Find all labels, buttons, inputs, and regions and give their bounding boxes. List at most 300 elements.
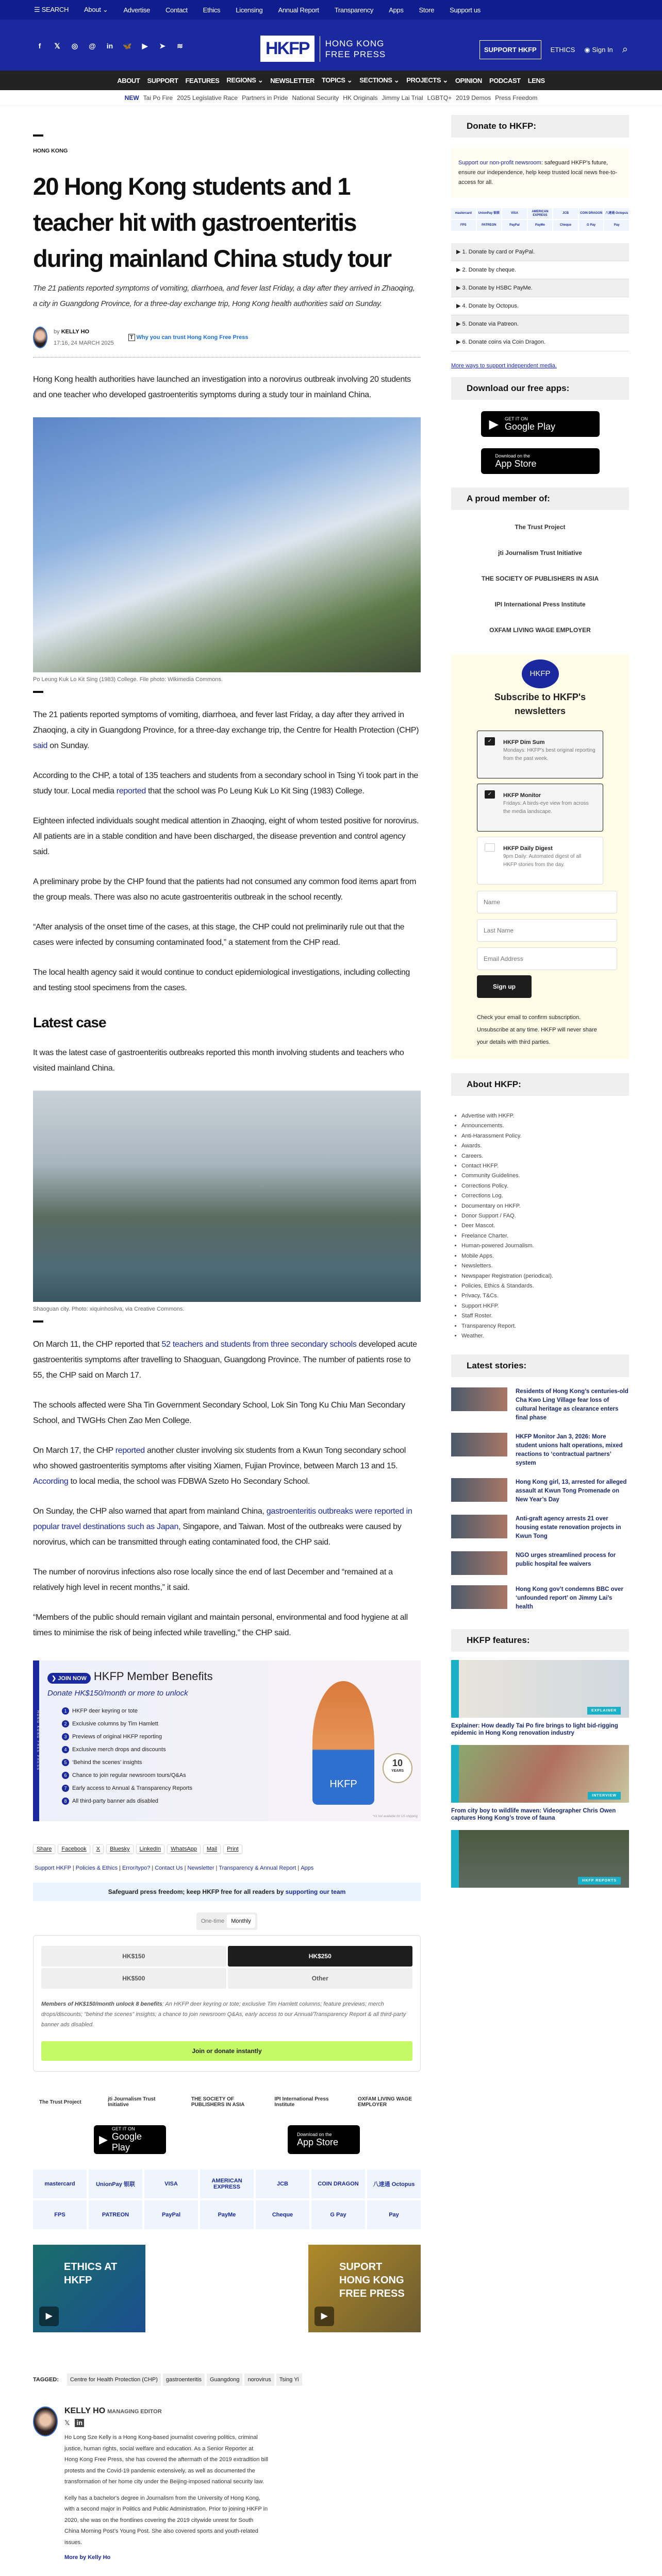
first-name-input[interactable]: Name — [477, 891, 617, 913]
option-desc: Mondays: HKFP's best original reporting from the past week. — [503, 748, 595, 761]
accordion-item[interactable]: ▶ 3. Donate by HSBC PayMe. — [451, 279, 629, 297]
benefit-item — [62, 1731, 213, 1743]
tag[interactable]: Centre for Health Protection (CHP) — [67, 2374, 161, 2386]
donation-note-bold: Members of HK$150/month unlock 8 benefits — [41, 2001, 162, 2007]
google-play-badge[interactable] — [94, 2125, 166, 2154]
nav-item[interactable]: NEWSLETTER — [270, 76, 315, 84]
amount-option[interactable]: HK$500 — [41, 1968, 226, 1989]
nav-item[interactable]: PROJECTS ⌄ — [406, 76, 448, 84]
checkbox[interactable]: ✓ — [485, 737, 495, 745]
trending-link[interactable]: LGBTQ+ — [427, 94, 452, 101]
author-avatar[interactable] — [33, 327, 47, 348]
school-photo — [33, 417, 421, 672]
linkedin-icon[interactable]: in — [75, 2419, 84, 2427]
topbar-link[interactable]: Ethics — [203, 6, 221, 14]
sign-in-label: Sign In — [592, 45, 613, 54]
payment-logo: VISA — [144, 2170, 198, 2198]
feature-title[interactable]: Explainer: How deadly Tai Po fire brings to light bid-rigging epidemic in Hong Kong renovation industry — [451, 1723, 618, 1736]
trust-link-label: Why you can trust Hong Kong Free Press — [136, 334, 249, 341]
about-link[interactable]: • Staff Roster. — [461, 1311, 629, 1321]
payment-logo: UnionPay 银联 — [477, 208, 502, 219]
benefit-text: All third-party banner ads disabled — [72, 1798, 158, 1804]
badge-big: Google Play — [111, 2131, 142, 2153]
payment-logo: Pay — [604, 220, 629, 231]
topbar-link[interactable]: Support us — [450, 6, 481, 14]
org-logo[interactable]: The Trust Project — [39, 2099, 81, 2105]
accordion-item[interactable]: ▶ 4. Donate by Octopus. — [451, 297, 629, 315]
author-photo — [33, 2406, 58, 2436]
rss-icon[interactable]: ≋ — [177, 42, 183, 50]
topbar-link[interactable]: Store — [419, 6, 435, 14]
donation-box — [33, 1935, 421, 2072]
linkedin-icon[interactable]: in — [106, 42, 113, 50]
latest-story[interactable] — [451, 1551, 629, 1575]
category-dash — [33, 134, 43, 137]
latest-story[interactable] — [451, 1387, 629, 1422]
accordion-item[interactable]: ▶ 1. Donate by card or PayPal. — [451, 243, 629, 261]
seal-text: YEARS — [391, 1769, 404, 1773]
share-whatsapp[interactable]: WhatsApp — [167, 1844, 201, 1854]
about-link[interactable]: • Community Guidelines. — [461, 1171, 629, 1181]
amount-option[interactable]: Other — [228, 1968, 413, 1989]
option-name: HKFP Daily Digest — [503, 845, 553, 852]
facebook-icon[interactable]: f — [38, 42, 41, 50]
org-logo[interactable]: OXFAM LIVING WAGE EMPLOYER — [489, 626, 591, 634]
youtube-icon[interactable]: ▶ — [142, 42, 148, 50]
nav-item[interactable]: TOPICS ⌄ — [321, 76, 353, 84]
story-thumbnail[interactable] — [451, 1515, 507, 1538]
org-logo[interactable]: IPI International Press Institute — [494, 601, 586, 608]
feature-label: HKFP REPORTS — [578, 1877, 621, 1885]
ethics-link[interactable]: ETHICS — [550, 46, 575, 54]
about-link[interactable]: • Documentary on HKFP. — [461, 1201, 629, 1211]
benefit-item — [62, 1769, 213, 1782]
text-run: The 21 patients reported symptoms of vomiting, diarrhoea, and fever last Friday, a day after they arrived in Zhaoqing, a city in Guangdong Province, for a three-day exchange trip, the Centre for Health Protection (CHP) — [33, 710, 419, 735]
badge-small: GET IT ON — [504, 416, 528, 421]
app-badges — [33, 2125, 421, 2154]
text-run: on Sunday. — [47, 741, 90, 750]
trending-link[interactable]: 2019 Demos — [456, 94, 491, 101]
footer-link[interactable]: Support HKFP — [35, 1865, 71, 1871]
donate-accordion — [451, 243, 629, 351]
org-logo[interactable]: THE SOCIETY OF PUBLISHERS IN ASIA — [481, 575, 599, 582]
text-run: developed acute gastroenteritis symptoms after travelling to Shaoguan, Guangdong Province. The number of patients rose to 55, the CHP said on March 17. — [33, 1340, 417, 1380]
sign-in-link[interactable] — [584, 46, 613, 54]
newsletter-option[interactable] — [477, 837, 603, 885]
story-thumbnail[interactable] — [451, 1478, 507, 1502]
google-play-badge[interactable] — [481, 411, 600, 437]
body-paragraph — [33, 1398, 421, 1429]
by-label: by — [54, 329, 60, 335]
about-link[interactable]: • Corrections Policy. — [461, 1181, 629, 1191]
share-mail[interactable]: Mail — [203, 1844, 221, 1854]
supporting-team-link[interactable]: supporting our team — [285, 1888, 346, 1895]
footer-link[interactable]: Transparency & Annual Report — [219, 1865, 296, 1871]
trust-project-icon: T — [128, 334, 135, 341]
footer-link[interactable]: Newsletter — [187, 1865, 214, 1871]
story-title[interactable]: HKFP Monitor Jan 3, 2026: More student unions halt operations, mixed reactions to ‘contractual partners’ system — [516, 1434, 623, 1467]
benefit-number: 8 — [62, 1798, 69, 1805]
body-paragraph — [33, 1337, 421, 1383]
article-category[interactable]: HONG KONG — [33, 148, 68, 154]
tag[interactable]: gastroenteritis — [163, 2374, 205, 2386]
mascot-shirt-text: HKFP — [329, 1778, 357, 1790]
text-run: “After analysis of the onset time of the cases, at this stage, the CHP could not preliminarily rule out that the cases were infected by consuming contaminated food,” a statement from the CHP read. — [33, 923, 405, 947]
org-logo[interactable]: IPI International Press Institute — [274, 2096, 329, 2108]
trending-link[interactable]: Jimmy Lai Trial — [382, 94, 423, 101]
trending-link[interactable]: Partners in Pride — [242, 94, 288, 101]
sign-up-button[interactable]: Sign up — [477, 975, 532, 998]
support-newsroom-link[interactable]: Support our non-profit newsroom — [458, 160, 541, 166]
nav-item[interactable]: FEATURES — [185, 76, 220, 84]
join-now-button[interactable]: ❯ JOIN NOW — [47, 1673, 91, 1684]
share-print[interactable]: Print — [223, 1844, 242, 1854]
amount-options — [41, 1946, 412, 1989]
trending-link[interactable]: National Security — [292, 94, 339, 101]
latest-story[interactable] — [451, 1585, 629, 1612]
about-link[interactable]: • Newsletters. — [461, 1261, 629, 1271]
badge-big: App Store — [297, 2137, 339, 2147]
newsletter-option[interactable] — [477, 731, 603, 778]
top-bar — [0, 0, 662, 20]
checkbox[interactable]: ✓ — [485, 790, 495, 799]
payment-logo: PATREON — [477, 220, 502, 231]
more-by-author-link[interactable]: More by Kelly Ho — [64, 2554, 111, 2561]
badge-text — [495, 453, 537, 469]
share-x[interactable]: X — [93, 1844, 104, 1854]
about-link[interactable]: • Announcements. — [461, 1121, 629, 1131]
topbar-link[interactable]: Annual Report — [278, 6, 319, 14]
hkfp-logo: HKFP — [522, 659, 559, 688]
org-logo[interactable]: THE SOCIETY OF PUBLISHERS IN ASIA — [191, 2096, 245, 2108]
newsletter-option[interactable] — [477, 784, 603, 832]
topbar-link[interactable]: Licensing — [236, 6, 263, 14]
nav-item[interactable]: SUPPORT — [147, 76, 178, 84]
play-icon[interactable]: ▶ — [39, 2307, 59, 2326]
text-run: Eighteen infected individuals sought medical attention in Zhaoqing, eight of whom tested positive for norovirus. All patients are in a stable condition and have been discharged, the disease prevention and control agency said. — [33, 817, 419, 856]
social-links — [34, 42, 186, 50]
footer-link[interactable]: Policies & Ethics — [75, 1865, 118, 1871]
photo-caption: Po Leung Kuk Lo Kit Sing (1983) College. File photo: Wikimedia Commons. — [33, 676, 223, 683]
videos — [33, 2245, 421, 2332]
member-benefits-banner[interactable] — [33, 1660, 421, 1821]
story-thumbnail[interactable] — [451, 1585, 507, 1609]
text-run: On Sunday, the CHP also warned that apart from mainland China, — [33, 1507, 267, 1516]
topbar-link[interactable]: Apps — [389, 6, 404, 14]
app-store-badge[interactable] — [481, 448, 600, 474]
benefit-text: Chance to join regular newsroom tours/Q&As — [72, 1772, 186, 1778]
telegram-icon[interactable]: ➤ — [159, 42, 166, 50]
about-link[interactable]: • Human-powered Journalism. — [461, 1241, 629, 1251]
benefit-item — [62, 1743, 213, 1756]
separator: | — [152, 1865, 154, 1871]
tab-monthly[interactable]: Monthly — [227, 1914, 255, 1928]
share-bluesky[interactable]: Bluesky — [106, 1844, 134, 1854]
sidebar — [451, 106, 629, 2576]
org-logo[interactable]: jti Journalism Trust Initiative — [108, 2096, 156, 2108]
badge-small: Download on the — [297, 2131, 332, 2137]
payment-logo: VISA — [502, 208, 527, 219]
text-run: The schools affected were Sha Tin Government Secondary School, Lok Sin Tong Ku Chiu Man Secondary School, and TWGHs Chen Zao Men College. — [33, 1401, 405, 1425]
story-title[interactable]: Anti-graft agency arrests 21 over housing estate renovation projects in Kwun Tong — [516, 1516, 621, 1540]
trending-link[interactable]: HK Originals — [343, 94, 378, 101]
feature-label: INTERVIEW — [588, 1792, 621, 1800]
topbar-link[interactable]: Transparency — [334, 6, 374, 14]
inline-link[interactable]: said — [33, 741, 48, 750]
author-box — [33, 2406, 421, 2561]
checkbox[interactable] — [485, 843, 495, 852]
nav-item[interactable]: LENS — [527, 76, 545, 84]
about-link[interactable]: • Anti-Harassment Policy. — [461, 1131, 629, 1141]
text-run: On March 11, the CHP reported that — [33, 1340, 162, 1349]
text-run: The number of norovirus infections also rose locally since the end of last December and “remained at a relatively high level in recent months,” it said. — [33, 1568, 393, 1592]
section-dash — [33, 691, 43, 693]
latest-story[interactable] — [451, 1515, 629, 1541]
nav-item[interactable]: OPINION — [455, 76, 482, 84]
banner-side-text: HONG KONG FREE PRESS — [33, 1660, 39, 1821]
nav-item[interactable]: SECTIONS ⌄ — [359, 76, 400, 84]
donation-note — [41, 1999, 412, 2030]
story-title[interactable]: NGO urges streamlined process for public hospital fee waivers — [516, 1552, 616, 1568]
benefit-text: Exclusive columns by Tim Hamlett — [72, 1721, 158, 1727]
text-run: that the school was Po Leung Kuk Lo Kit Sing (1983) College. — [146, 787, 365, 795]
newsletter-signup — [451, 654, 629, 1059]
about-link[interactable]: • Transparency Report. — [461, 1321, 629, 1331]
text-run: , Singapore, and Taiwan. Most of the outbreaks were caused by norovirus, which can be transmitted through eating contaminated food, the CHP said. — [33, 1522, 402, 1547]
x-icon[interactable]: 𝕏 — [64, 2419, 70, 2427]
about-list — [461, 1111, 629, 1341]
inline-link[interactable]: gastroenteritis outbreaks were reported in popular travel destinations such as Japan — [33, 1507, 412, 1531]
share-buttons — [33, 1844, 421, 1854]
about-link[interactable]: • Contact HKFP. — [461, 1161, 629, 1171]
story-title[interactable]: Hong Kong girl, 13, arrested for alleged assault at Kwun Tong Promenade on New Year’s Day — [516, 1479, 627, 1503]
about-link[interactable]: • Donor Support / FAQ. — [461, 1211, 629, 1221]
footer-link[interactable]: Apps — [301, 1865, 314, 1871]
org-logo[interactable]: OXFAM LIVING WAGE EMPLOYER — [358, 2096, 412, 2108]
about-link[interactable]: • Mobile Apps. — [461, 1251, 629, 1261]
about-link[interactable]: • Newspaper Registration (periodical). — [461, 1272, 629, 1281]
support-hkfp-button[interactable]: SUPPORT HKFP — [479, 40, 541, 59]
app-store-badge[interactable] — [288, 2125, 360, 2154]
article — [33, 106, 421, 2576]
tag[interactable]: Tsing Yi — [276, 2374, 302, 2386]
separator: | — [184, 1865, 186, 1871]
bluesky-icon[interactable]: 🦋 — [123, 42, 132, 50]
last-name-input[interactable]: Last Name — [477, 919, 617, 942]
body-paragraph — [33, 874, 421, 905]
body-paragraph — [33, 920, 421, 951]
more-ways-link[interactable]: More ways to support independent media. — [451, 363, 557, 369]
benefit-item — [62, 1782, 213, 1795]
tag[interactable]: Guangdong — [207, 2374, 243, 2386]
benefit-item — [62, 1705, 213, 1718]
trust-link[interactable] — [128, 334, 249, 341]
tab-one-time[interactable]: One-time — [201, 1918, 225, 1924]
body-paragraph — [33, 1443, 421, 1489]
footer-link[interactable]: Error/typo? — [122, 1865, 151, 1871]
payment-logo: mastercard — [33, 2170, 87, 2198]
benefit-number: 2 — [62, 1720, 69, 1727]
video-thumbnail[interactable] — [308, 2245, 421, 2332]
accordion-item[interactable]: ▶ 6. Donate coins via Coin Dragon. — [451, 333, 629, 351]
features-heading: HKFP features: — [451, 1629, 629, 1652]
feature-title[interactable]: From city boy to wildlife maven: Videographer Chris Owen captures Hong Kong’s trove of fauna — [451, 1808, 616, 1821]
about-link[interactable]: • Careers. — [461, 1151, 629, 1161]
payment-logo: PayMe — [200, 2200, 254, 2229]
badge-small: Download on the — [495, 453, 531, 459]
topbar-link[interactable]: Contact — [165, 6, 188, 14]
nav-item[interactable]: ABOUT — [117, 76, 140, 84]
inline-link[interactable]: 52 teachers and students from three secondary schools — [161, 1340, 357, 1349]
benefit-item — [62, 1795, 213, 1808]
video-title: ETHICS AT HKFP — [64, 2261, 118, 2286]
author-name: KELLY HO — [64, 2406, 106, 2415]
payment-logo: FPS — [33, 2200, 87, 2229]
play-icon[interactable]: ▶ — [315, 2307, 334, 2326]
nav-item[interactable]: PODCAST — [489, 76, 521, 84]
email-input[interactable]: Email Address — [477, 947, 617, 970]
about-link[interactable]: • Support HKFP. — [461, 1301, 629, 1311]
feature-image[interactable] — [451, 1660, 629, 1718]
apps-heading: Download our free apps: — [451, 377, 629, 400]
payment-logo: Cheque — [553, 220, 578, 231]
body-paragraph — [33, 707, 421, 754]
share-share[interactable]: Share — [33, 1844, 55, 1854]
about-link[interactable]: • Awards. — [461, 1141, 629, 1151]
trending-link[interactable]: 2025 Legislative Race — [177, 94, 238, 101]
inline-link[interactable]: According — [33, 1477, 69, 1486]
feature-image[interactable] — [451, 1830, 629, 1888]
latest-story[interactable] — [451, 1433, 629, 1468]
feature-item[interactable] — [451, 1745, 629, 1822]
benefits-list — [62, 1705, 213, 1808]
accordion-item[interactable]: ▶ 5. Donate via Patreon. — [451, 315, 629, 333]
google-play-icon: ▶ — [99, 2133, 108, 2146]
payment-logo: PayMe — [528, 220, 553, 231]
subheading: Latest case — [33, 1014, 106, 1030]
story-title[interactable]: Hong Kong gov’t condemns BBC over ‘unfounded report’ on Jimmy Lai’s health — [516, 1586, 623, 1611]
donation-note-text: : An HKFP deer keyring or tote; exclusive Tim Hamlett columns; feature previews; merch drops/discounts; "behind the scenes" insights; a chance to join newsroom Q&As, early access to our Annual/Transparency Report & all third-party banner ads disabled. — [41, 2001, 406, 2028]
safeguard-banner — [33, 1883, 421, 1901]
feature-label: EXPLAINER — [587, 1707, 621, 1715]
about-link[interactable]: • Freelance Charter. — [461, 1231, 629, 1241]
trending-bar — [0, 90, 662, 106]
topbar-link[interactable]: Advertise — [123, 6, 150, 14]
google-play-icon: ▶ — [489, 417, 499, 431]
topbar-link[interactable]: ☰ SEARCH — [34, 6, 69, 13]
body-paragraph — [33, 1045, 421, 1076]
payment-logo: COIN DRAGON — [311, 2170, 365, 2198]
site-header — [0, 20, 662, 71]
amount-option[interactable]: HK$150 — [41, 1946, 226, 1967]
latest-story[interactable] — [451, 1478, 629, 1504]
inline-link[interactable]: reported — [116, 787, 146, 795]
badge-big: Google Play — [504, 421, 556, 432]
search-icon[interactable]: ⌕ — [622, 44, 628, 55]
author-link[interactable]: KELLY HO — [61, 329, 90, 335]
footer-link[interactable]: Contact Us — [155, 1865, 183, 1871]
payment-logo: mastercard — [451, 208, 476, 219]
deer-mascot-image — [312, 1681, 374, 1805]
about-link[interactable]: • Policies, Ethics & Standards. — [461, 1281, 629, 1291]
publish-date: 17:16, 24 MARCH 2025 — [54, 340, 114, 346]
threads-icon[interactable]: @ — [89, 42, 96, 50]
payment-logo: AMERICAN EXPRESS — [528, 208, 553, 219]
body-paragraph — [33, 1610, 421, 1641]
seal-number: 10 — [392, 1758, 403, 1768]
join-donate-button[interactable]: Join or donate instantly — [41, 2041, 412, 2061]
trending-link[interactable]: Press Freedom — [495, 94, 538, 101]
badge-text — [297, 2132, 338, 2148]
about-link[interactable]: • Weather. — [461, 1331, 629, 1341]
about-link[interactable]: • Privacy, T&Cs. — [461, 1291, 629, 1301]
text-run: to local media, the school was FDBWA Szeto Ho Secondary School. — [68, 1477, 310, 1486]
payment-logo: PayPal — [144, 2200, 198, 2229]
header-actions — [479, 40, 628, 59]
payment-logo: 八達通 Octopus — [367, 2170, 421, 2198]
story-thumbnail[interactable] — [451, 1433, 507, 1456]
trending-link[interactable]: Tai Po Fire — [143, 94, 173, 101]
author-bio: Ho Long Sze Kelly is a Hong Kong-based journalist covering politics, criminal justice, human rights, social welfare and education. As a Senior Reporter at Hong Kong Free Press, she has covered the aftermath of the 2019 extradition bill protests and the Covid-19 pandemic extensively, as well as documented the transformation of her home city under the Beijing-imposed national security law. — [64, 2434, 269, 2485]
amount-option[interactable]: HK$250 — [228, 1946, 413, 1967]
payment-logo: Pay — [367, 2200, 421, 2229]
badge-small: GET IT ON — [111, 2126, 135, 2131]
feature-image[interactable] — [451, 1745, 629, 1803]
topbar-link[interactable]: About ⌄ — [84, 6, 108, 13]
story-thumbnail[interactable] — [451, 1551, 507, 1575]
about-link[interactable]: • Corrections Log. — [461, 1191, 629, 1201]
story-title[interactable]: Residents of Hong Kong’s centuries-old Cha Kwo Ling Village fear loss of cultural heritage as clearance enters final phase — [516, 1388, 628, 1421]
story-thumbnail[interactable] — [451, 1387, 507, 1411]
byline — [33, 326, 421, 358]
support-blurb — [451, 148, 629, 198]
share-facebook[interactable]: Facebook — [58, 1844, 90, 1854]
tag[interactable]: norovirus — [244, 2374, 274, 2386]
payment-methods-mini — [451, 208, 629, 231]
org-logo[interactable]: The Trust Project — [515, 523, 566, 531]
benefit-text: Exclusive merch drops and discounts — [72, 1747, 166, 1753]
payment-logo: FPS — [451, 220, 476, 231]
accordion-item[interactable]: ▶ 2. Donate by cheque. — [451, 261, 629, 279]
text-run: On March 17, the CHP — [33, 1446, 115, 1455]
about-heading: About HKFP: — [451, 1073, 629, 1096]
feature-item[interactable] — [451, 1830, 629, 1888]
text-run: “Members of the public should remain vigilant and maintain personal, environmental and food hygiene at all times to minimise the risk of being infected while travelling,” the CHP said. — [33, 1613, 408, 1637]
org-logo[interactable]: jti Journalism Trust Initiative — [498, 549, 582, 556]
article-body — [33, 372, 421, 1641]
payment-logo: AMERICAN EXPRESS — [200, 2170, 254, 2198]
benefit-text: ‘Behind the scenes’ insights — [72, 1759, 142, 1766]
text-run: According to the CHP, a total of 135 teachers and students from a secondary school in Tsing Yi took part in the study tour. Local media — [33, 771, 419, 795]
body-paragraph — [33, 814, 421, 860]
video-thumbnail[interactable] — [33, 2245, 145, 2332]
site-logo[interactable] — [260, 36, 386, 62]
member-logos — [451, 523, 629, 634]
about-link[interactable]: • Deer Mascot. — [461, 1221, 629, 1231]
about-link[interactable]: • Advertise with HKFP. — [461, 1111, 629, 1121]
inline-link[interactable]: reported — [115, 1446, 145, 1455]
option-text — [503, 737, 595, 772]
payment-logo: G Pay — [311, 2200, 365, 2229]
payment-methods — [33, 2170, 421, 2229]
instagram-icon[interactable]: ◎ — [71, 42, 78, 50]
nav-item[interactable]: REGIONS ⌄ — [226, 76, 263, 84]
banner-title: HKFP Member Benefits — [93, 1670, 213, 1683]
x-icon[interactable]: 𝕏 — [54, 42, 60, 50]
option-desc: Fridays: A birds-eye view from across the media landscape. — [503, 801, 589, 815]
feature-item[interactable] — [451, 1660, 629, 1737]
share-linkedin[interactable]: LinkedIn — [136, 1844, 165, 1854]
